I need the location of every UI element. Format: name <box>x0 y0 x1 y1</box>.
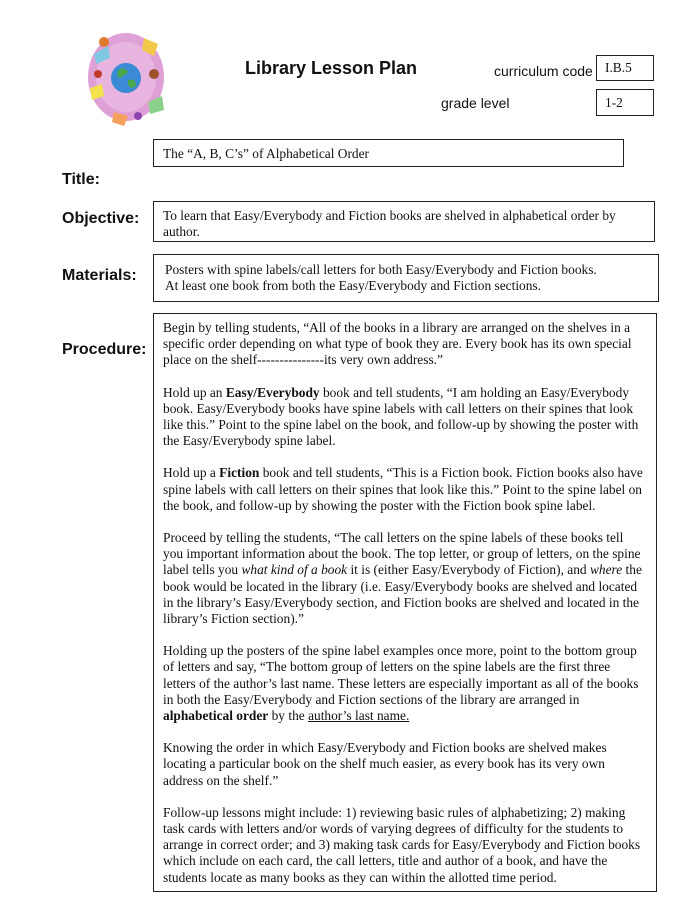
procedure-paragraph-2: Hold up an Easy/Everybody book and tell students, “I am holding an Easy/Everybody book. Easy/Everybody books have spine labels with call letters on their spines that look like this.” Point to the spine label on the book, and follow-up by showing the poster with the Easy/Everybody spine label. <box>163 384 639 449</box>
emphasis-bold: Fiction <box>219 465 260 481</box>
procedure-paragraph-3: Hold up a Fiction book and tell students, “This is a Fiction book. Fiction books also have spine labels with call letters on their spines that look like this.” Point to the spine label on the book, and follow-up by showing the poster with the Fiction book spine label. <box>163 465 643 513</box>
curriculum-code-value: I.B.5 <box>605 60 632 75</box>
emphasis-bold: alphabetical order <box>163 708 269 724</box>
procedure-paragraph-5: Holding up the posters of the spine label examples once more, point to the bottom group of letters and say, “The bottom group of letters on the spine labels are the first three letters of the author’s last name. These letters are especially important as all of the books in both the Easy/Everybody and Fiction sections of the library are arranged in alphabetical order by the author’s last name. <box>163 643 639 724</box>
grade-level-value: 1-2 <box>605 95 623 110</box>
procedure-paragraph-7: Follow-up lessons might include: 1) reviewing basic rules of alphabetizing; 2) making task cards with letters and/or words of varying degrees of difficulty for the students to arrange in correct order; and 3) making task cards for Easy/Everybody and Fiction books which include on each card, the call letters, title and author of a book, and have the students locate as many books as they can within the allotted time period. <box>163 804 641 885</box>
emphasis-italic: where <box>589 562 623 578</box>
emphasis-italic: what kind of a book <box>241 562 348 578</box>
title-box <box>153 139 624 167</box>
objective-text: To learn that Easy/Everybody and Fiction books are shelved in alphabetical order by author. <box>163 208 616 240</box>
page-title: Library Lesson Plan <box>245 58 418 78</box>
lesson-title-value: The “A, B, C’s” of Alphabetical Order <box>163 146 370 161</box>
procedure-label: Procedure: <box>62 341 147 358</box>
grade-level-box <box>596 89 654 116</box>
procedure-box <box>153 313 657 892</box>
materials-item: Posters with spine labels/call letters for both Easy/Everybody and Fiction books. <box>165 262 597 277</box>
materials-label: Materials: <box>62 267 137 284</box>
curriculum-code-box <box>596 55 654 81</box>
title-label: Title: <box>62 171 100 188</box>
materials-item: At least one book from both the Easy/Everybody and Fiction sections. <box>165 278 541 294</box>
objective-box <box>153 201 655 242</box>
grade-level-label: grade level <box>441 95 510 111</box>
objective-label: Objective: <box>62 210 140 227</box>
curriculum-code-label: curriculum code <box>494 63 593 79</box>
materials-box <box>153 254 659 302</box>
procedure-paragraph-4: Proceed by telling the students, “The call letters on the spine labels of these books tell you important information about the book. The top letter, or group of letters, on the spine label tells you what kind of a book it is (either Easy/Everybody of Fiction), and where the book would be located in the library (i.e. Easy/Everybody books are shelved and located in the library’s Easy/Everybody section, and Fiction books are shelved and located in the library’s Fiction section).” <box>163 530 642 627</box>
emphasis-bold: Easy/Everybody <box>225 384 320 400</box>
library-globe-logo-icon <box>84 24 168 130</box>
procedure-paragraph-1: Begin by telling students, “All of the books in a library are arranged on the shelves in a specific order depending on what type of book they are. Every book has its own special place on the shelf---------------its very own address.” <box>163 320 632 368</box>
procedure-paragraph-6: Knowing the order in which Easy/Everybody and Fiction books are shelved makes locating a particular book on the shelf much easier, as every book has its very own address on the shelf.” <box>163 740 607 788</box>
emphasis-underline: author’s last name. <box>308 708 410 724</box>
